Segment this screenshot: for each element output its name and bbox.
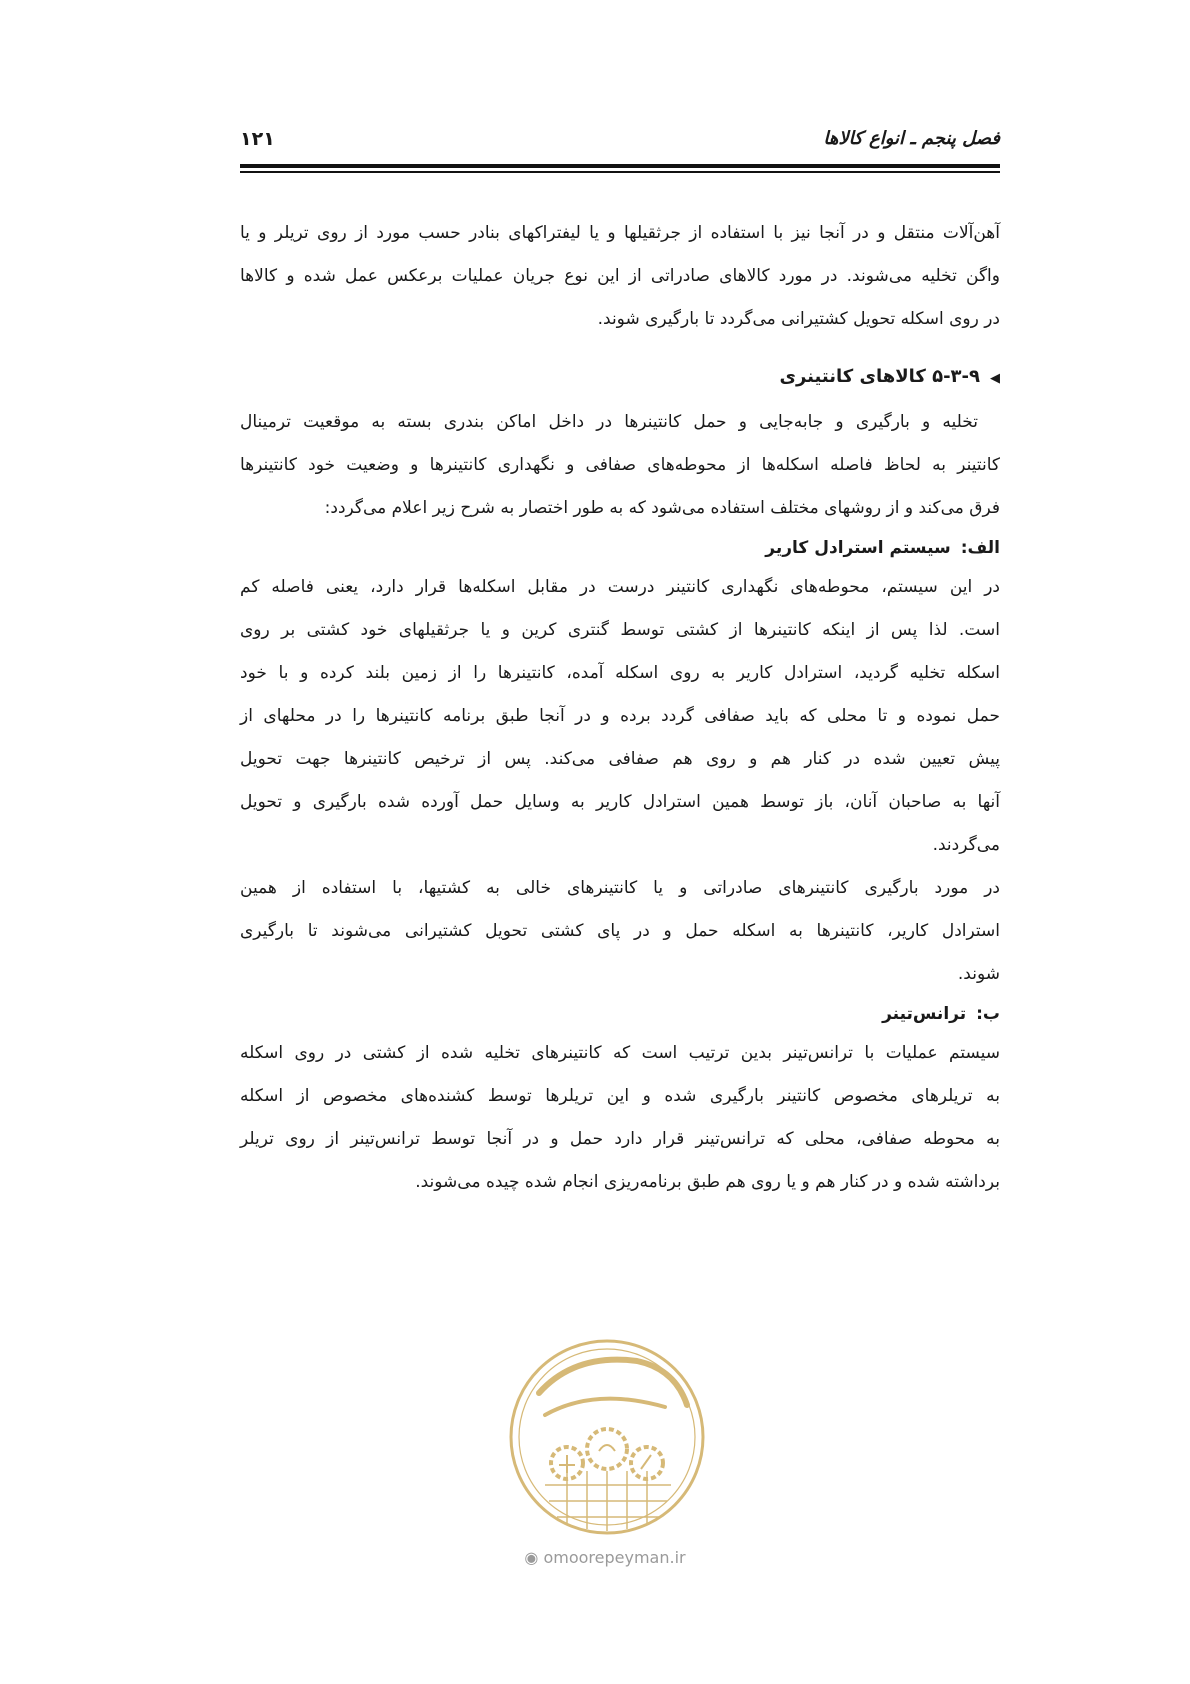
watermark-site-label: omoorepeyman.ir	[543, 1548, 686, 1567]
section-heading-text: ۵-۳-۹ کالاهای کانتینری	[779, 366, 980, 387]
subheading-a-title: سیستم استرادل کاریر	[765, 538, 951, 558]
subheading-b-letter: ب:	[976, 1004, 1000, 1024]
running-head	[240, 128, 1000, 162]
chapter-title: فصل پنجم ـ انواع کالاها	[823, 128, 1000, 149]
text-line: شوند.	[957, 964, 1000, 984]
subsection-a-paragraph-1	[240, 566, 1000, 867]
text-line: اسکله تخلیه گردید، استرادل کاریر به روی اسکله آمده، کانتینرها را از زمین بلند کرده و با خود	[240, 663, 1000, 683]
subsection-a-paragraph-2	[240, 867, 1000, 996]
subheading-b	[240, 996, 1000, 1032]
text-line: در روی اسکله تحویل کشتیرانی می‌گردد تا بارگیری شوند.	[597, 309, 1000, 329]
subheading-b-title: ترانس‌تینر	[882, 1004, 967, 1024]
text-line: استرادل کاریر، کانتینرها به اسکله حمل و در پای کشتی تحویل کشتیرانی می‌شوند تا بارگیری	[240, 921, 1000, 941]
watermark-globe-icon: ◉	[524, 1548, 539, 1567]
triangle-bullet-icon: ◀	[990, 371, 1000, 386]
text-line: برداشته شده و در کنار هم و یا روی هم طبق برنامه‌ریزی انجام شده چیده می‌شوند.	[415, 1172, 1000, 1192]
watermark-site-text	[480, 1548, 730, 1567]
text-line: به تریلرهای مخصوص کانتینر بارگیری شده و این تریلرها توسط کشنده‌های مخصوص از اسکله	[240, 1086, 1000, 1106]
section-paragraph	[240, 401, 1000, 530]
text-line: آنها به صاحبان آنان، باز توسط همین استرادل کاریر به وسایل حمل آورده شده بارگیری و تحویل	[240, 792, 1000, 812]
page-number: ۱۲۱	[240, 128, 275, 150]
text-line: می‌گردند.	[932, 835, 1000, 855]
subheading-a-letter: الف:	[960, 538, 1000, 558]
subheading-a	[240, 530, 1000, 566]
subsection-b-paragraph	[240, 1032, 1000, 1204]
text-line: پیش تعیین شده در کنار هم و روی هم صفافی می‌کند. پس از ترخیص کانتینرها جهت تحویل	[240, 749, 1000, 769]
text-line: کانتینر به لحاظ فاصله اسکله‌ها از محوطه‌های صفافی و نگهداری کانتینرها و وضعیت خود کانتینرها	[240, 455, 1000, 475]
text-line: در مورد بارگیری کانتینرهای صادراتی و یا کانتینرهای خالی به کشتیها، با استفاده از همین	[240, 878, 1000, 898]
text-line: فرق می‌کند و از روشهای مختلف استفاده می‌شود که به طور اختصار به شرح زیر اعلام می‌گردد:	[324, 498, 1000, 518]
intro-paragraph	[240, 212, 1000, 341]
text-line: است. لذا پس از اینکه کانتینرها از کشتی توسط گنتری کرین و یا جرثقیلهای خود کشتی بر روی	[240, 620, 1000, 640]
header-rule-thin	[240, 171, 1000, 173]
text-line: سیستم عملیات با ترانس‌تینر بدین ترتیب است که کانتینرهای تخلیه شده از کشتی در روی اسکله	[240, 1043, 1000, 1063]
page-content	[240, 212, 1000, 1204]
text-line: آهن‌آلات منتقل و در آنجا نیز با استفاده از جرثقیلها و یا لیفتراکهای بنادر حسب مورد از روی تریلر و یا	[240, 223, 1000, 243]
text-line: واگن تخلیه می‌شوند. در مورد کالاهای صادراتی از این نوع جریان عملیات برعکس عمل شده و کالاها	[240, 266, 1000, 286]
header-rule-thick	[240, 164, 1000, 168]
text-line: به محوطه صفافی، محلی که ترانس‌تینر قرار دارد حمل و در آنجا توسط ترانس‌تینر از روی تریلر	[240, 1129, 1000, 1149]
text-line: تخلیه و بارگیری و جابه‌جایی و حمل کانتینرها در داخل اماکن بندری بسته به موقعیت ترمینال	[240, 412, 978, 432]
text-line: حمل نموده و تا محلی که باید صفافی گردد برده و در آنجا طبق برنامه کانتینرها را در محلهای از	[240, 706, 1000, 726]
section-heading	[240, 353, 1000, 401]
text-line: در این سیستم، محوطه‌های نگهداری کانتینر درست در مقابل اسکله‌ها قرار دارد، یعنی فاصله کم	[240, 577, 1000, 597]
watermark-logo	[505, 1335, 710, 1540]
